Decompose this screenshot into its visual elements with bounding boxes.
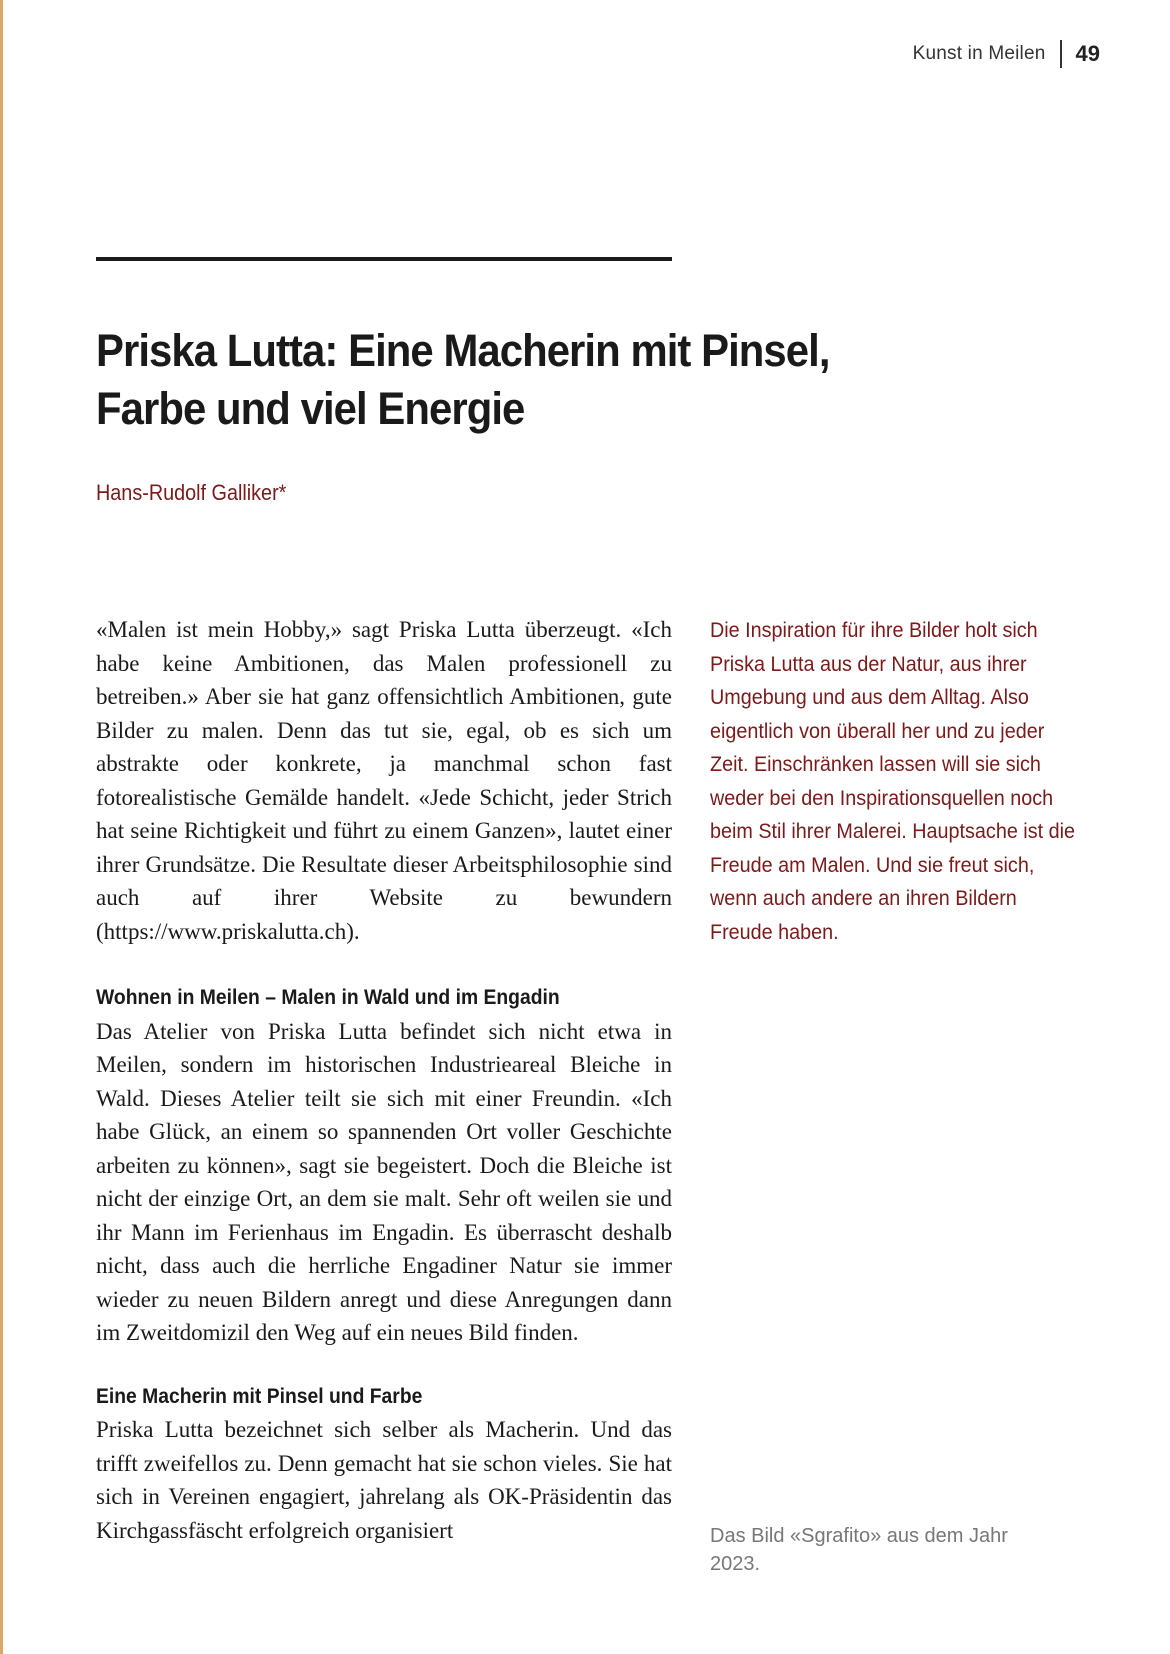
section-heading-2: Eine Macherin mit Pinsel und Farbe (96, 1384, 423, 1408)
page-number: 49 (1075, 41, 1100, 66)
title-rule (96, 257, 672, 261)
intro-paragraph: «Malen ist mein Hobby,» sagt Priska Lutta überzeugt. «Ich habe keine Ambitionen, das Malen professionell zu betreiben.» Aber sie hat ganz offensichtlich Ambitionen, gute Bilder zu malen. Denn das tut sie, egal, ob es sich um abstrakte oder konkrete, ja manchmal schon fast fotorealistische Gemälde handelt. «Jede Schicht, jeder Strich hat seine Richtigkeit und führt zu einem Ganzen», lautet einer ihrer Grundsätze. Die Resultate dieser Arbeitsphilosophie sind auch auf ihrer Website zu bewundern (https://www.priskalutta.ch). (96, 617, 672, 944)
title-line-1: Priska Lutta: Eine Macherin mit Pinsel, (96, 325, 830, 376)
header-divider (1060, 40, 1062, 68)
title-line-2: Farbe und viel Energie (96, 383, 525, 434)
article-title (96, 322, 933, 438)
main-column (96, 613, 672, 1547)
pull-quote (710, 614, 1078, 949)
section-1-paragraph: Das Atelier von Priska Lutta befindet sich nicht etwa in Meilen, sondern im historischen Industrieareal Bleiche in Wald. Dieses Atelier teilt sie sich mit einer Freundin. «Ich habe Glück, an einem so spannenden Ort voller Geschichte arbeiten zu können», sagt sie begeistert. Doch die Bleiche ist nicht der einzige Ort, an dem sie malt. Sehr oft weilen sie und ihr Mann im Ferienhaus im Engadin. Es überrascht deshalb nicht, dass auch die herrliche Engadiner Natur sie immer wieder zu neuen Bildern anregt und diese Anregungen dann im Zweitdomizil den Weg auf ein neues Bild finden. (96, 1018, 672, 1345)
page-edge (0, 0, 3, 1654)
spacer (96, 948, 672, 981)
image-caption: Das Bild «Sgrafito» aus dem Jahr 2023. (710, 1525, 1008, 1575)
spacer (96, 1350, 672, 1380)
author-byline: Hans-Rudolf Galliker* (96, 480, 287, 505)
section-label: Kunst in Meilen (912, 43, 1046, 64)
section-heading-1: Wohnen in Meilen – Malen in Wald und im Engadin (96, 986, 560, 1009)
section-2-paragraph: Priska Lutta bezeichnet sich selber als Macherin. Und das trifft zweifellos zu. Denn gemacht hat sie schon vieles. Sie hat sich in Vereinen engagiert, jahrelang als OK-Präsidentin das Kirchgassfäscht erfolgreich organisiert (96, 1417, 672, 1543)
pull-quote-text: Die Inspiration für ihre Bilder holt sich Priska Lutta aus der Natur, aus ihrer Umgebung und aus dem Alltag. Also eigentlich von überall her und zu jeder Zeit. Einschränken lassen will sie sich weder bei den Inspirationsquellen noch beim Stil ihrer Malerei. Hauptsache ist die Freude am Malen. Und sie freut sich, wenn auch andere an ihren Bildern Freude haben. (710, 618, 1075, 944)
running-header (913, 40, 1100, 68)
